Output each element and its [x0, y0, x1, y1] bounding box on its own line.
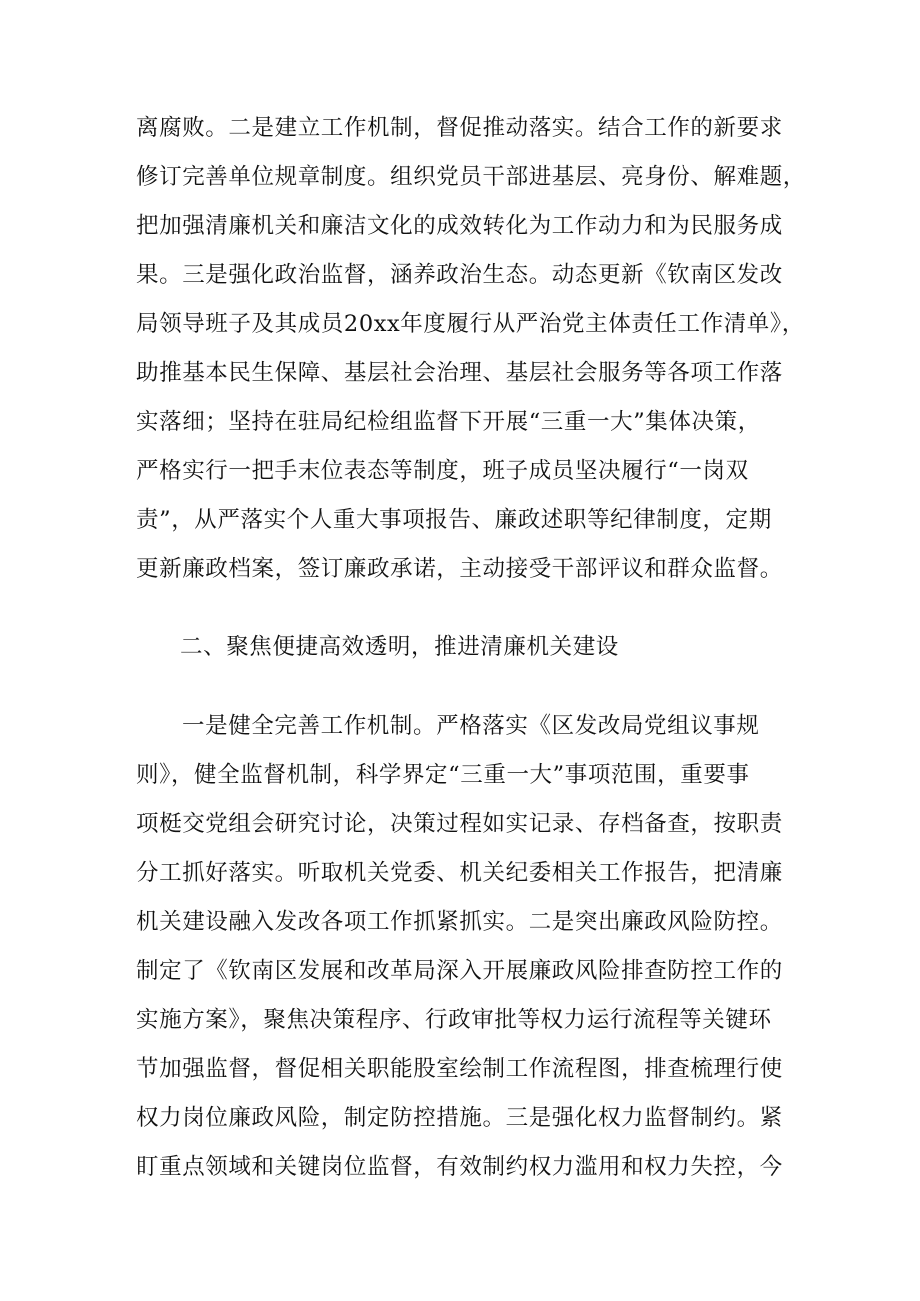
paragraph-1-line: 严格实行一把手末位表态等制度，班子成员坚决履行“一岗双: [136, 458, 749, 484]
paragraph-2-line: 分工抓好落实。听取机关党委、机关纪委相关工作报告，把清廉: [136, 860, 783, 886]
paragraph-1-line: 离腐败。二是建立工作机制，督促推动落实。结合工作的新要求: [136, 115, 783, 141]
paragraph-1-line: 实落细；坚持在驻局纪检组监督下开展“三重一大”集体决策，: [136, 409, 761, 435]
paragraph-2-line: 项梃交党组会研究讨论，决策过程如实记录、存档备查，按职责: [136, 811, 783, 837]
paragraph-1-line: 把加强清廉机关和廉洁文化的成效转化为工作动力和为民服务成: [136, 213, 783, 239]
section-heading: 二、聚焦便捷高效透明，推进清廉机关建设: [180, 634, 619, 660]
paragraph-2-line: 实施方案》，聚焦决策程序、行政审批等权力运行流程等关键环: [136, 1007, 772, 1033]
paragraph-2-line: 节加强监督，督促相关职能股室绘制工作流程图，排查梳理行使: [136, 1056, 783, 1082]
paragraph-1-line: 局领导班子及其成员20xx年度履行从严治党主体责任工作清单》，: [136, 311, 805, 337]
paragraph-1-line: 修订完善单位规章制度。组织党员干部进基层、亮身份、解难题，: [136, 164, 806, 190]
paragraph-2-line: 权力岗位廉政风险，制定防控措施。三是强化权力监督制约。紧: [136, 1105, 783, 1131]
paragraph-1-line: 更新廉政档案，签订廉政承诺，主动接受干部评议和群众监督。: [136, 556, 783, 582]
paragraph-1-line: 果。三是强化政治监督，涵养政治生态。动态更新《钦南区发改: [136, 262, 783, 288]
paragraph-2-line: 盯重点领域和关键岗位监督，有效制约权力滥用和权力失控，今: [136, 1154, 783, 1180]
paragraph-1-line: 助推基本民生保障、基层社会治理、基层社会服务等各项工作落: [136, 360, 783, 386]
paragraph-1-line: 责”，从严落实个人重大事项报告、廉政述职等纪律制度，定期: [136, 507, 772, 533]
paragraph-2-line: 机关建设融入发改各项工作抓紧抓实。二是突出廉政风险防控。: [136, 909, 783, 935]
paragraph-2-line: 制定了《钦南区发展和改革局深入开展廉政风险排查防控工作的: [136, 958, 783, 984]
paragraph-2-line: 一是健全完善工作机制。严格落实《区发改局党组议事规: [182, 713, 760, 739]
paragraph-2-line: 则》，健全监督机制，科学界定“三重一大”事项范围，重要事: [136, 762, 750, 788]
